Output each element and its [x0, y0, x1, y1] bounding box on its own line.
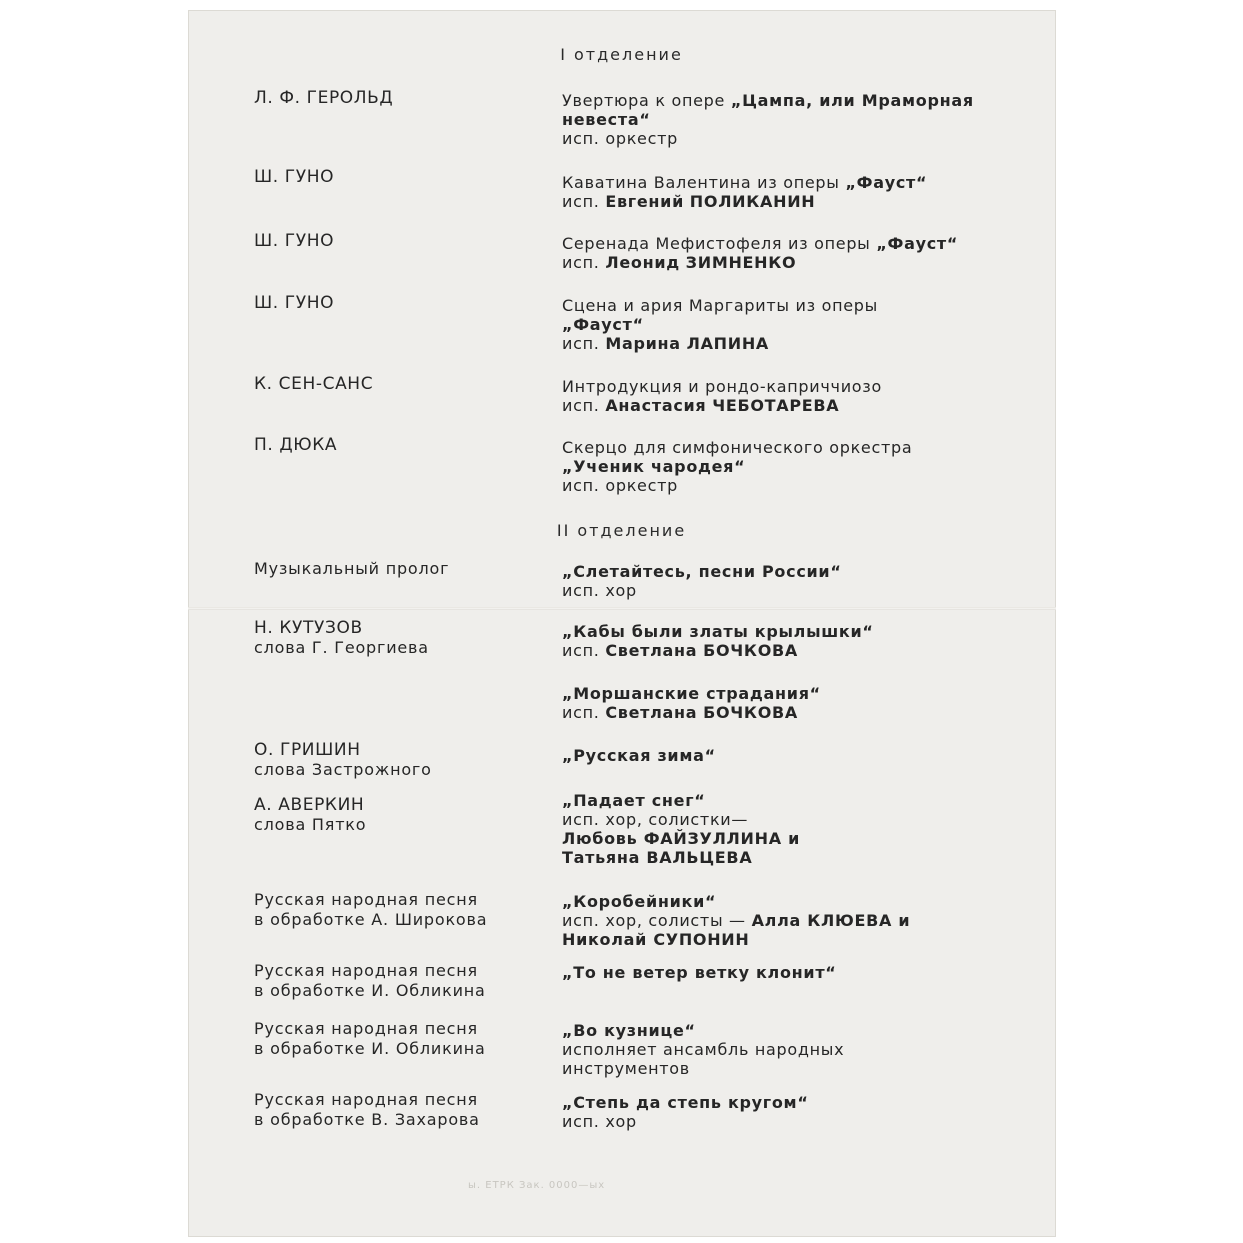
piece-6: Скерцо для симфонического оркестра „Ученик чародея“ исп. оркестр	[562, 438, 913, 495]
composer-11: А. АВЕРКИН слова Пятко	[254, 795, 367, 834]
print-stamp: ы. ЕТРК Зак. 0000—ых	[468, 1180, 606, 1191]
piece-11: „Падает снег“ исп. хор, солистки— Любовь ФАЙЗУЛЛИНА и Татьяна ВАЛЬЦЕВА	[562, 791, 800, 867]
piece-13: „То не ветер ветку клонит“	[562, 963, 837, 982]
piece-3: Серенада Мефистофеля из оперы „Фауст“ исп. Леонид ЗИМНЕНКО	[562, 234, 959, 272]
piece-15: „Степь да степь кругом“ исп. хор	[562, 1093, 809, 1131]
piece-5: Интродукция и рондо-каприччиозо исп. Анастасия ЧЕБОТАРЕВА	[562, 377, 882, 415]
piece-7: „Слетайтесь, песни России“ исп. хор	[562, 562, 842, 600]
composer-1: Л. Ф. ГЕРОЛЬД	[254, 88, 394, 108]
piece-9: „Моршанские страдания“ исп. Светлана БОЧКОВА	[562, 684, 821, 722]
piece-8: „Кабы были златы крылышки“ исп. Светлана БОЧКОВА	[562, 622, 874, 660]
composer-15: Русская народная песня в обработке В. Захарова	[254, 1090, 480, 1129]
piece-4: Сцена и ария Маргариты из оперы „Фауст“ исп. Марина ЛАПИНА	[562, 296, 878, 353]
composer-14: Русская народная песня в обработке И. Обликина	[254, 1019, 486, 1058]
composer-2: Ш. ГУНО	[254, 167, 335, 187]
composer-8: Н. КУТУЗОВ слова Г. Георгиева	[254, 618, 429, 657]
composer-4: Ш. ГУНО	[254, 293, 335, 313]
piece-1-title: „Цампа, или Мраморная невеста“	[562, 91, 974, 129]
composer-5: К. СЕН-САНС	[254, 374, 374, 394]
piece-12: „Коробейники“ исп. хор, солисты — Алла КЛЮЕВА и Николай СУПОНИН	[562, 892, 911, 949]
composer-10: О. ГРИШИН слова Застрожного	[254, 740, 432, 779]
section-2-title: II отделение	[556, 521, 687, 540]
piece-2: Каватина Валентина из оперы „Фауст“ исп. Евгений ПОЛИКАНИН	[562, 173, 928, 211]
composer-13: Русская народная песня в обработке И. Обликина	[254, 961, 486, 1000]
composer-7: Музыкальный пролог	[254, 559, 450, 578]
piece-14: „Во кузнице“ исполняет ансамбль народных инструментов	[562, 1021, 845, 1078]
piece-10: „Русская зима“	[562, 746, 716, 765]
piece-1: Увертюра к опере „Цампа, или Мраморная невеста“ исп. оркестр	[562, 91, 974, 148]
paper-fold	[188, 607, 1056, 610]
composer-6: П. ДЮКА	[254, 435, 338, 455]
section-1-title: I отделение	[560, 45, 683, 64]
composer-12: Русская народная песня в обработке А. Широкова	[254, 890, 488, 929]
composer-3: Ш. ГУНО	[254, 231, 335, 251]
